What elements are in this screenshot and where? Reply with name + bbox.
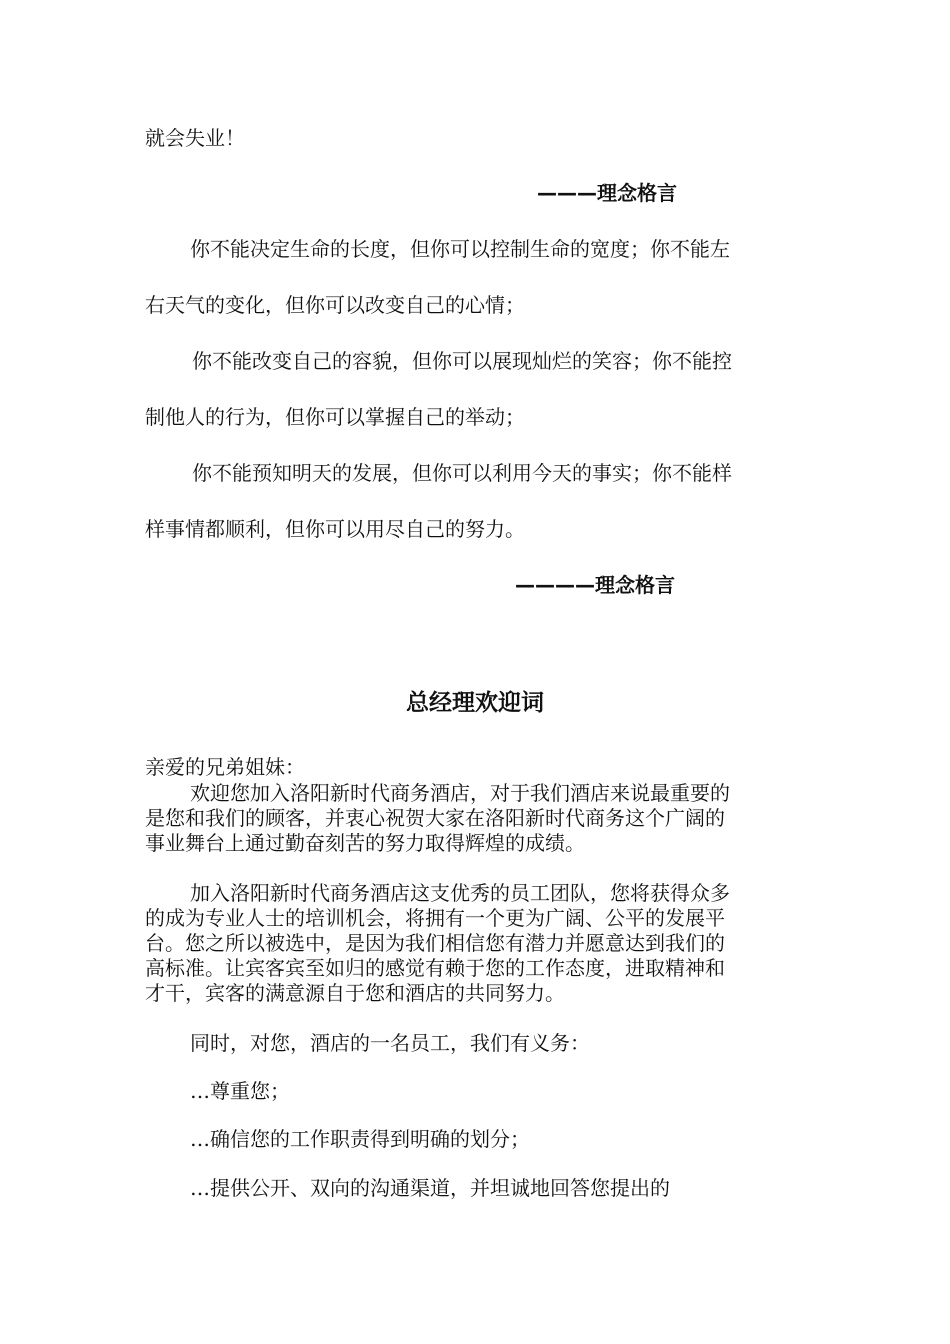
paragraph-line: 是您和我们的顾客，并衷心祝贺大家在洛阳新时代商务这个广阔的 <box>145 806 725 830</box>
paragraph-line: 你不能决定生命的长度，但你可以控制生命的宽度；你不能左 <box>190 237 730 261</box>
paragraph-line: 你不能预知明天的发展，但你可以利用今天的事实；你不能样 <box>192 461 732 485</box>
paragraph-line: 事业舞台上通过勤奋刻苦的努力取得辉煌的成绩。 <box>145 831 585 855</box>
list-item: …尊重您； <box>190 1079 290 1103</box>
paragraph-line: 的成为专业人士的培训机会，将拥有一个更为广阔、公平的发展平 <box>145 906 725 930</box>
motto-attribution: ———理念格言 <box>537 181 677 205</box>
paragraph-line: 加入洛阳新时代商务酒店这支优秀的员工团队，您将获得众多 <box>190 881 730 905</box>
paragraph-line: 制他人的行为，但你可以掌握自己的举动； <box>145 405 525 429</box>
paragraph-line: 高标准。让宾客宾至如归的感觉有赖于您的工作态度，进取精神和 <box>145 956 725 980</box>
paragraph-line: 右天气的变化，但你可以改变自己的心情； <box>145 293 525 317</box>
salutation: 亲爱的兄弟姐妹： <box>145 755 305 779</box>
paragraph-line: 样事情都顺利，但你可以用尽自己的努力。 <box>145 517 525 541</box>
paragraph-line: 才干，宾客的满意源自于您和酒店的共同努力。 <box>145 981 565 1005</box>
paragraph-line: 就会失业！ <box>145 126 245 150</box>
section-title: 总经理欢迎词 <box>406 690 544 716</box>
list-item: …提供公开、双向的沟通渠道，并坦诚地回答您提出的 <box>190 1176 670 1200</box>
paragraph-line: 欢迎您加入洛阳新时代商务酒店，对于我们酒店来说最重要的 <box>190 781 730 805</box>
paragraph-line: 同时，对您，酒店的一名员工，我们有义务： <box>190 1031 590 1055</box>
paragraph-line: 你不能改变自己的容貌，但你可以展现灿烂的笑容；你不能控 <box>192 349 732 373</box>
paragraph-line: 台。您之所以被选中，是因为我们相信您有潜力并愿意达到我们的 <box>145 931 725 955</box>
motto-attribution: ————理念格言 <box>515 573 675 597</box>
list-item: …确信您的工作职责得到明确的划分； <box>190 1127 530 1151</box>
